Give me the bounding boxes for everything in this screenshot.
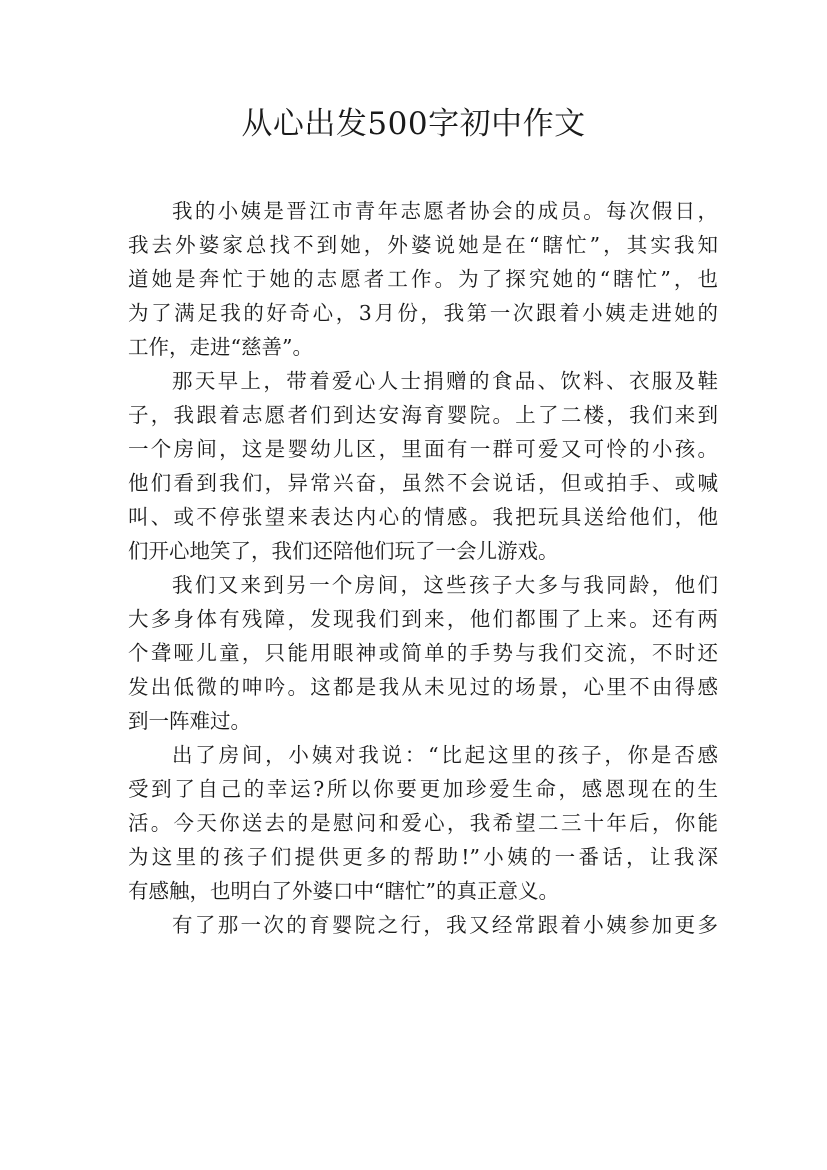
text-line: 出了房间，小姨对我说：“比起这里的孩子，你是否感: [172, 743, 718, 767]
text-line: 有了那一次的育婴院之行，我又经常跟着小姨参加更多: [172, 913, 718, 937]
text-line: 到一阵难过。: [128, 709, 251, 733]
paragraph: [128, 908, 718, 942]
paragraph: [128, 568, 718, 738]
text-line: 我的小姨是晋江市青年志愿者协会的成员。每次假日，: [172, 199, 718, 223]
text-line: 他们看到我们，异常兴奋，虽然不会说话，但或拍手、或喊: [128, 471, 718, 495]
text-line: 工作，走进“慈善”。: [128, 335, 313, 359]
document-title: 从心出发500字初中作文: [241, 106, 586, 142]
text-line: 一个房间，这是婴幼儿区，里面有一群可爱又可怜的小孩。: [128, 437, 718, 461]
paragraph: [128, 194, 718, 364]
text-line: 为了满足我的好奇心，3月份，我第一次跟着小姨走进她的: [128, 301, 718, 325]
text-line: 我去外婆家总找不到她，外婆说她是在“瞎忙”，其实我知: [128, 233, 718, 257]
text-line: 为这里的孩子们提供更多的帮助!”小姨的一番话，让我深: [128, 845, 718, 869]
text-line: 们开心地笑了，我们还陪他们玩了一会儿游戏。: [128, 539, 559, 563]
text-line: 道她是奔忙于她的志愿者工作。为了探究她的“瞎忙”，也: [128, 267, 718, 291]
text-line: 受到了自己的幸运?所以你要更加珍爱生命，感恩现在的生: [128, 777, 718, 801]
text-line: 大多身体有残障，发现我们到来，他们都围了上来。还有两: [128, 607, 718, 631]
paragraph: [128, 738, 718, 908]
text-line: 子，我跟着志愿者们到达安海育婴院。上了二楼，我们来到: [128, 403, 718, 427]
essay-body: [128, 194, 718, 942]
text-line: 活。今天你送去的是慰问和爱心，我希望二三十年后，你能: [128, 811, 718, 835]
text-line: 发出低微的呻吟。这都是我从未见过的场景，心里不由得感: [128, 675, 718, 699]
text-line: 有感触，也明白了外婆口中“瞎忙”的真正意义。: [128, 879, 559, 903]
text-line: 叫、或不停张望来表达内心的情感。我把玩具送给他们，他: [128, 505, 718, 529]
paragraph: [128, 364, 718, 568]
text-line: 那天早上，带着爱心人士捐赠的食品、饮料、衣服及鞋: [172, 369, 718, 393]
text-line: 个聋哑儿童，只能用眼神或简单的手势与我们交流，不时还: [128, 641, 718, 665]
text-line: 我们又来到另一个房间，这些孩子大多与我同龄，他们: [172, 573, 718, 597]
